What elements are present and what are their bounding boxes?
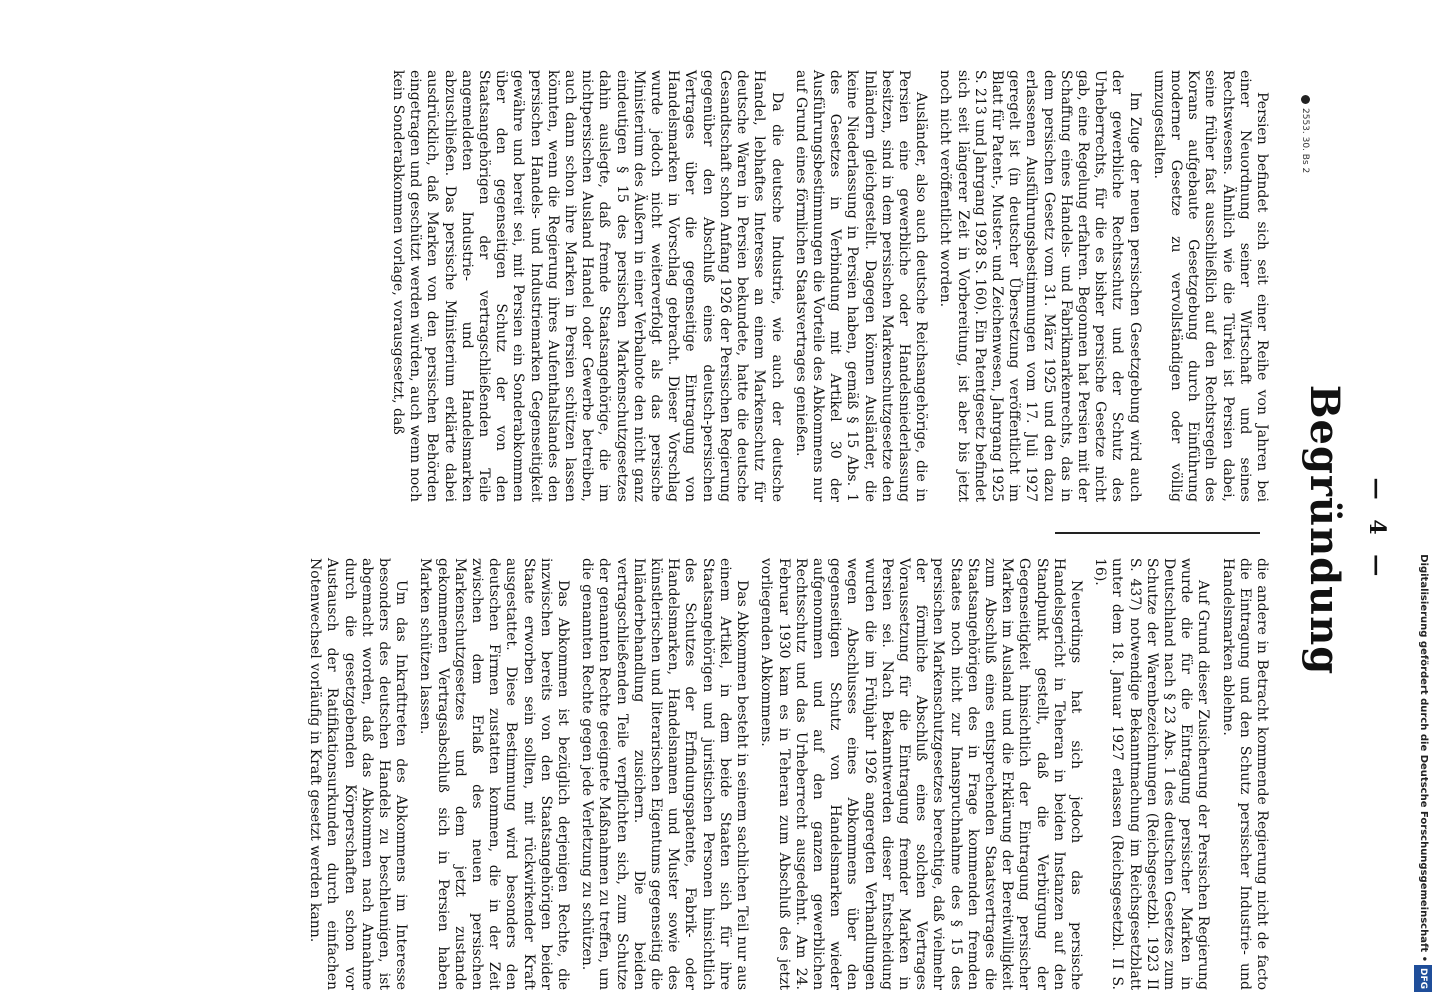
page-number: — 4 — [1364,477,1390,583]
paragraph: die andere in Betracht kommende Regierung nicht de facto die Eintragung und den Schutz persischer Industrie- und Handelsmarken ablehne. [1219,558,1270,990]
credit-text: Digitalisierung gefördert durch die Deutsche Forschungsgemeinschaft • [1418,554,1429,962]
rotated-page-content [150,70,1410,990]
page-title: Begründung [1301,384,1348,676]
paragraph: Im Zuge der neuen persischen Gesetzgebung wird auch der gewerbliche Rechtsschutz und der Schutz des Urheberrechts, für die es bisher persische Gesetze nicht gab, eine Regelung erfahren. Begonnen hat Persien mit der Schaffung eines Handels- und Fabrikmarkenrechts, das in dem persischen Gesetz vom 31. März 1925 und den dazu erlassenen Ausführungsbestimmungen vom 17. Juli 1927 geregelt ist (in deutscher Übersetzung veröffentlicht im Blatt für Patent-, Muster- und Zeichenwesen, Jahrgang 1925 S. 213 und Jahrgang 1928 S. 160). Ein Patentgesetz befindet sich seit längerer Zeit in Vorbereitung, ist aber bis jetzt noch nicht veröffentlicht worden. [937,70,1143,502]
print-reference-text: 2553. 30. Bs 2 [1300,108,1310,174]
digitization-credit [1414,8,1432,992]
paragraph: Persien befindet sich seit einer Reihe von Jahren bei einer Neuordnung seiner Wirtschaft und seines Rechtswesens. Ähnlich wie die Türkei ist Persien dabei, seine früher fast ausschließlich auf den Rechtsregeln des Korans aufgebaute Gesetzgebung durch Einführung moderner Gesetze zu vervollständigen oder völlig umzugestalten. [1150,70,1270,502]
paragraph: Da die deutsche Industrie, wie auch der deutsche Handel, lebhaftes Interesse an einem Markenschutz für deutsche Waren in Persien bekundete, hatte die deutsche Gesandtschaft schon Anfang 1926 der Persischen Regierung gegenüber den Abschluß eines deutsch-persischen Vertrages über die gegenseitige Eintragung von Handelsmarken in Vorschlag gebracht. Dieser Vorschlag wurde jedoch nicht weiterverfolgt als das persische Ministerium des Äußern in einer Verbalnote den nicht ganz eindeutigen § 15 des persischen Markenschutzgesetzes dahin auslegte, daß fremde Staatsangehörige, die im nichtpersischen Ausland Handel oder Gewerbe betreiben, auch dann schon ihre Marken in Persien schützen lassen könnten, wenn die Regierung ihres Aufenthaltslandes den persischen Handels- und Industriemarken Gegenseitigkeit gewähre und bereit sei, mit Persien ein Sonderabkommen über den gegenseitigen Schutz der von den Staatsangehörigen der vertragschließenden Teile angemeldeten Industrie- und Handelsmarken abzuschließen. Das persische Ministerium erklärte dabei ausdrücklich, daß Marken von den persischen Behörden eingetragen und geschützt werden würden, auch wenn noch kein Sonderabkommen vorlage, vorausgesetzt, daß [390,70,785,502]
paragraph: Neuerdings hat sich jedoch das persische Handelsgericht in Teheran in beiden Instanzen auf den Standpunkt gestellt, daß die Verbürgung der Gegenseitigkeit hinsichtlich der Eintragung persischer Marken im Ausland und die Erklärung der Bereitwilligkeit zum Abschluß eines entsprechenden Staatsvertrages die Staatsangehörigen des in Frage kommenden fremden Staates noch nicht zur Inanspruchnahme des § 15 des persischen Markenschutzgesetzes berechtige, daß vielmehr der förmliche Abschluß eines solchen Vertrages Voraussetzung für die Eintragung fremder Marken in Persien sei. Nach Bekanntwerden dieser Entscheidung wurden die im Frühjahr 1926 angeregten Verhandlungen wegen Abschlusses eines Abkommens über den gegenseitigen Schutz von Handelsmarken wieder aufgenommen und auf den ganzen gewerblichen Rechtsschutz und das Urheberrecht ausgedehnt. Am 24. Februar 1930 kam es in Teheran zum Abschluß des jetzt vorliegenden Abkommens. [758,558,1084,990]
text-column-right [306,558,1270,990]
paragraph: Ausländer, also auch deutsche Reichsangehörige, die in Persien eine gewerbliche oder Handelsniederlassung besitzen, sind in dem persischen Markenschutzgesetze den Inländern gleichgestellt. Dagegen können Ausländer, die keine Niederlassung in Persien haben, gemäß § 15 Abs. 1 des Gesetzes in Verbindung mit Artikel 30 der Ausführungsbestimmungen die Vorteile des Abkommens nur auf Grund eines förmlichen Staatsvertrages genießen. [792,70,930,502]
print-reference [1290,95,1310,255]
paragraph: Das Abkommen besteht in seinem sachlichen Teil nur aus einem Artikel, in dem beide Staaten sich für ihre Staatsangehörigen und juristischen Personen hinsichtlich des Schutzes der Erfindungspatente, Fabrik- oder Handelsmarken, Handelsnamen und Muster sowie des künstlerischen und literarischen Eigentums gegenseitig die Inländerbehandlung zusichern. Die beiden vertragschließenden Teile verpflichten sich, zum Schutze der genannten Rechte geeignete Maßnahmen zu treffen, um die genannten Rechte gegen jede Verletzung zu schützen. [579,558,751,990]
text-column-left [389,70,1270,502]
paragraph: Um das Inkrafttreten des Abkommens im Interesse besonders des deutschen Handels zu beschleunigen, ist abgemacht worden, daß das Abkommen nach Annahme durch die gesetzgebenden Körperschaften schon vor Austausch der Ratifikationsurkunden durch einfachen Notenwechsel vorläufig in Kraft gesetzt werden kann. [307,558,410,990]
column-divider [1055,532,1260,534]
printer-mark-icon [1301,95,1310,104]
paragraph: Auf Grund dieser Zusicherung der Persischen Regierung wurde die für die Eintragung persischer Marken in Deutschland nach § 23 Abs. 1 des deutschen Gesetzes zum Schutze der Warenbezeichnungen (Reichsgesetzbl. 1923 II S. 437) notwendige Bekanntmachung im Reichsgesetzblatt unter dem 18. Januar 1927 erlassen (Reichsgesetzbl. II S. 16). [1092,558,1212,990]
paragraph: Das Abkommen ist bezüglich derjenigen Rechte, die inzwischen bereits von den Staatsangehörigen beider Staate erworben sein sollten, mit rückwirkender Kraft ausgestattet. Diese Bestimmung wird besonders den deutschen Firmen zustatten kommen, die in der Zeit zwischen dem Erlaß des neuen persischen Markenschutzgesetzes und dem jetzt zustande gekommenen Vertragsabschluß sich in Persien haben Marken schützen lassen. [417,558,572,990]
dfg-logo: DFG [1414,965,1432,992]
